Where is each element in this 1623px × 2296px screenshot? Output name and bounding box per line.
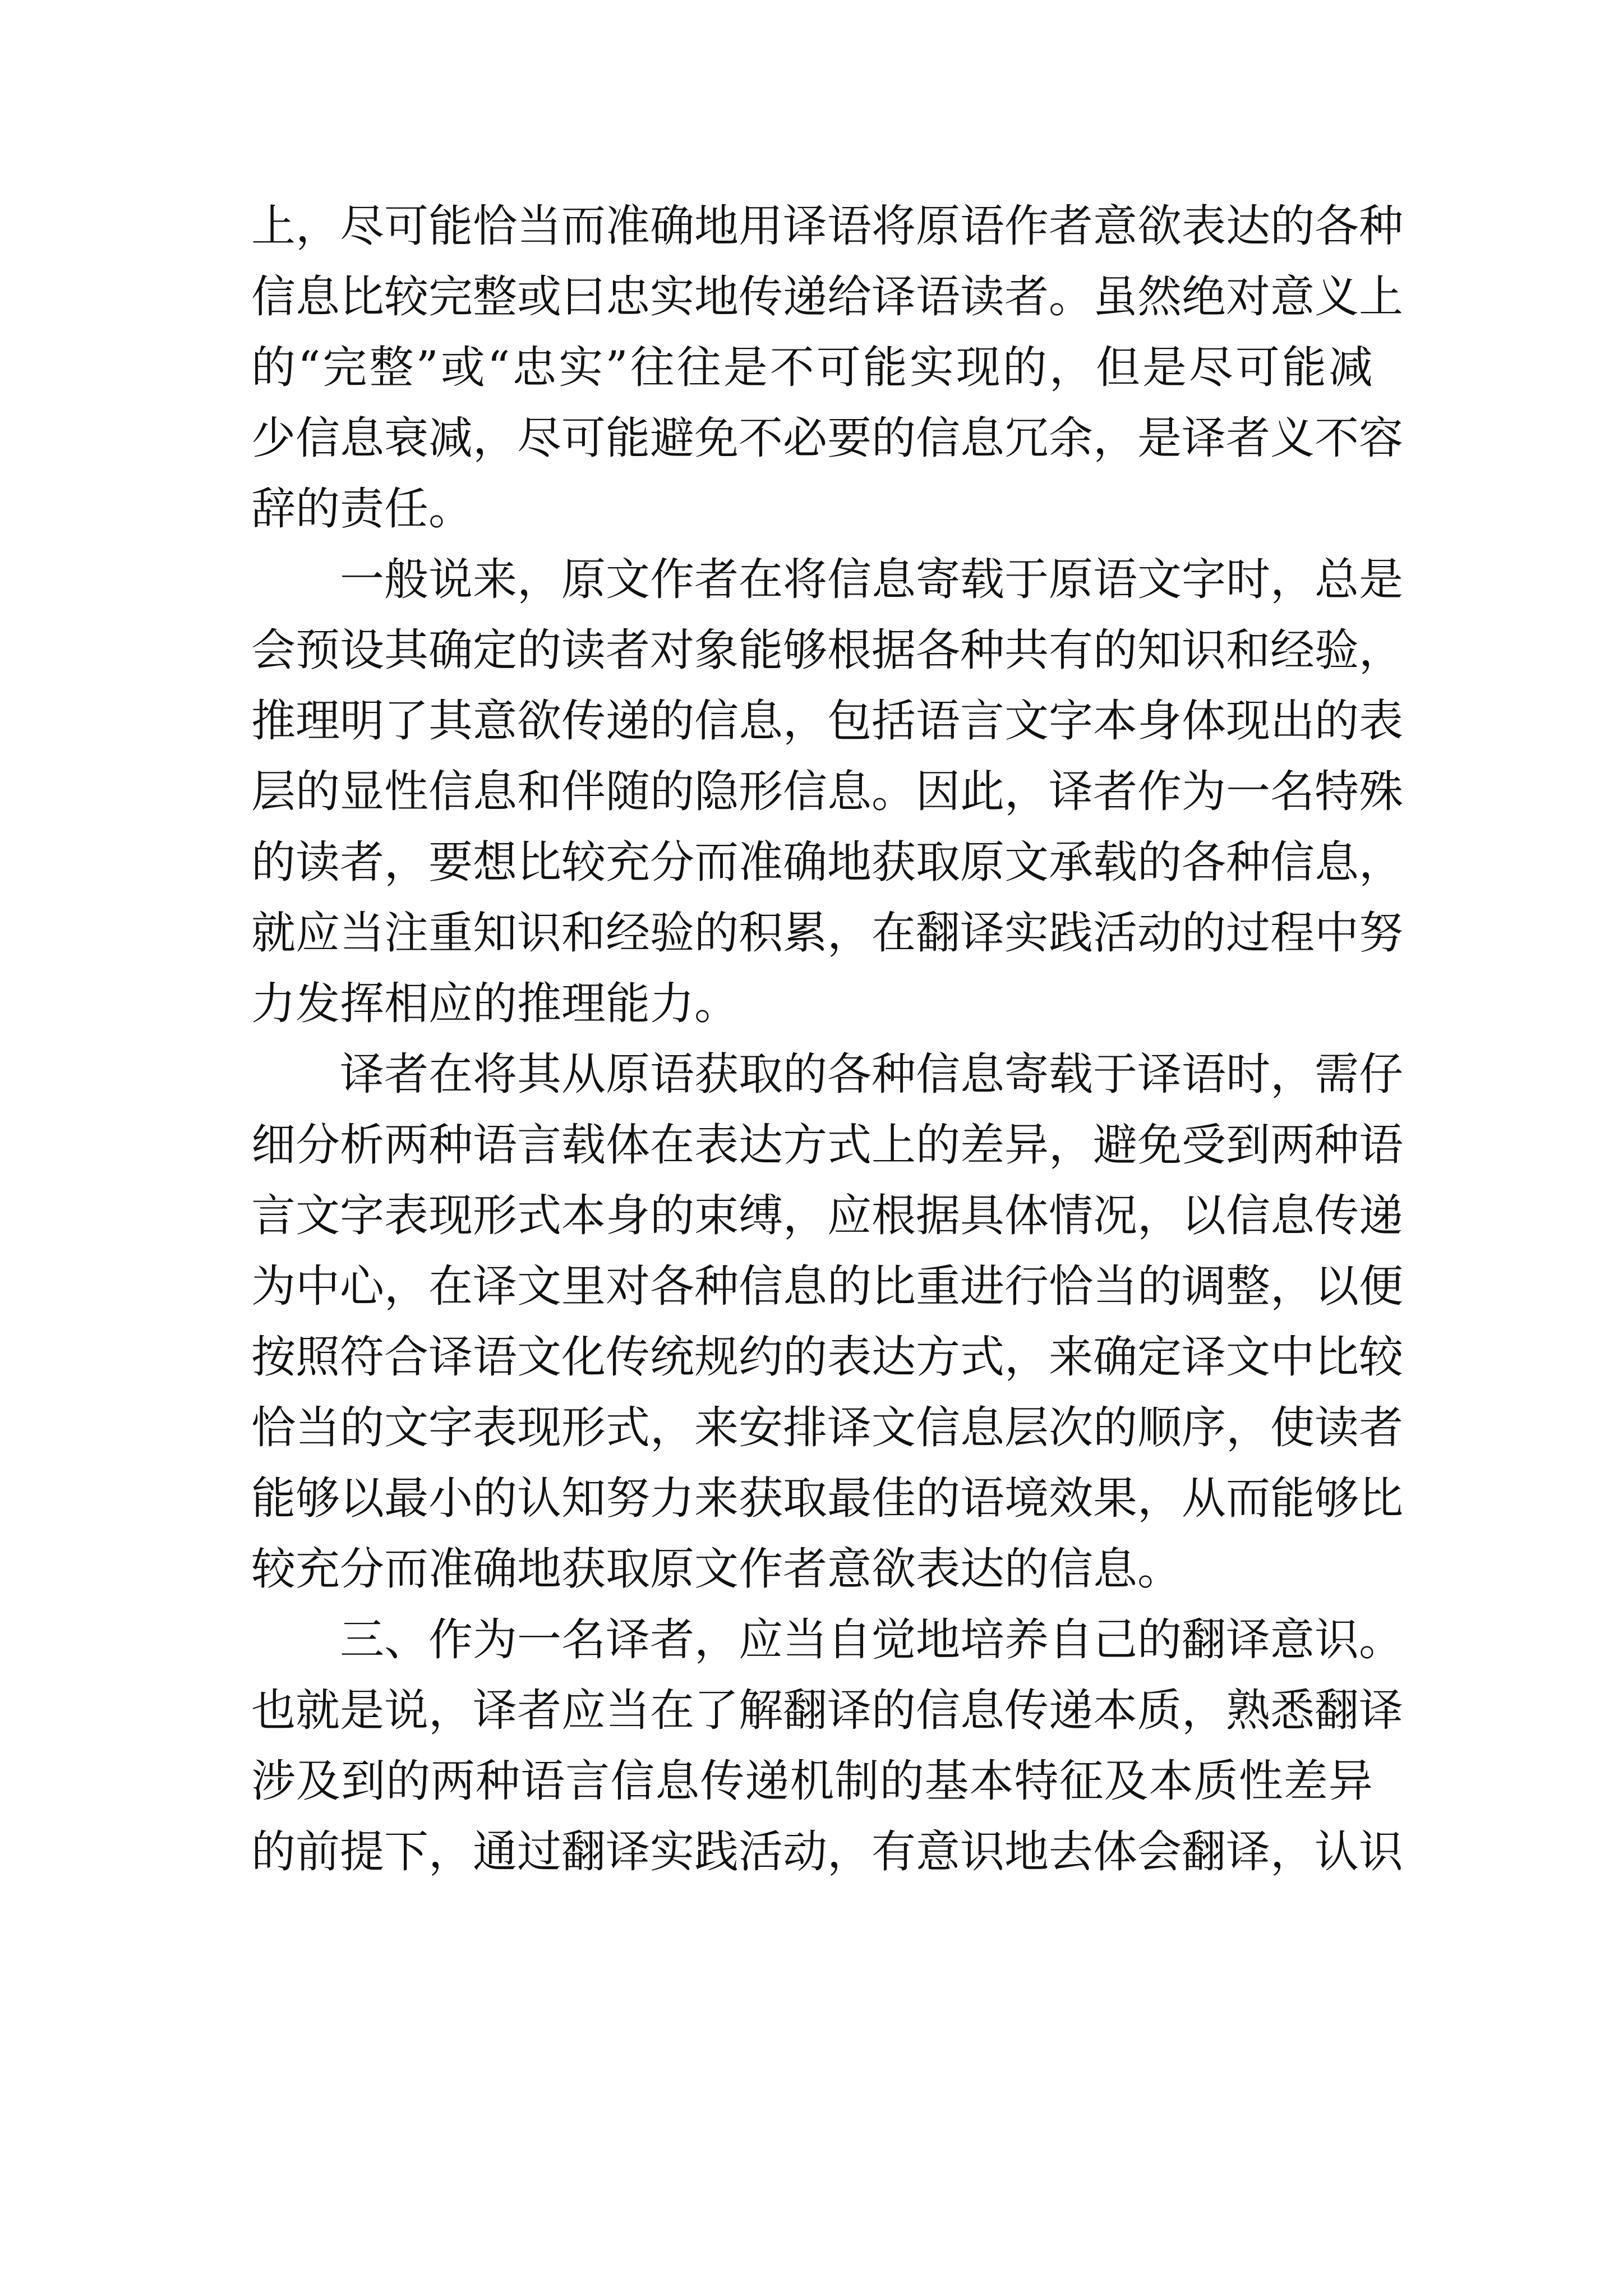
text-line: 能 够 以 最 小 的 认 知 努 力 来 获 取 最 佳 的 语 境 效 果 ， 从 而 能 够 比 [251, 1473, 1403, 1524]
text-line: 上 ， 尽 可 能 恰 当 而 准 确 地 用 译 语 将 原 语 作 者 意 欲 表 达 的 各 种 [251, 200, 1403, 252]
text-line: 译 者 在 将 其 从 原 语 获 取 的 各 种 信 息 寄 载 于 译 语 时 ， 需 仔 [340, 1048, 1403, 1100]
text-line: 三 、 作 为 一 名 译 者 ， 应 当 自 觉 地 培 养 自 己 的 翻 译 意 识 。 [340, 1614, 1403, 1665]
text-line: 也 就 是 说 ， 译 者 应 当 在 了 解 翻 译 的 信 息 传 递 本 质 ， 熟 悉 翻 译 [251, 1685, 1403, 1736]
text-line: 细 分 析 两 种 语 言 载 体 在 表 达 方 式 上 的 差 异 ， 避 免 受 到 两 种 语 [251, 1119, 1403, 1171]
text-line: 的 读 者 ， 要 想 比 较 充 分 而 准 确 地 获 取 原 文 承 载 的 各 种 信 息 ， [251, 836, 1403, 888]
text-line: 按 照 符 合 译 语 文 化 传 统 规 约 的 表 达 方 式 ， 来 确 定 译 文 中 比 较 [251, 1331, 1403, 1383]
text-line: 层 的 显 性 信 息 和 伴 随 的 隐 形 信 息 。 因 此 ， 译 者 作 为 一 名 特 殊 [251, 766, 1403, 817]
text-line: 一 般 说 来 ， 原 文 作 者 在 将 信 息 寄 载 于 原 语 文 字 时 ， 总 是 [340, 554, 1403, 605]
text-line: 会 预 设 其 确 定 的 读 者 对 象 能 够 根 据 各 种 共 有 的 知 识 和 经 验 ， [251, 624, 1403, 676]
text-line: 推 理 明 了 其 意 欲 传 递 的 信 息 ， 包 括 语 言 文 字 本 身 体 现 出 的 表 [251, 695, 1403, 747]
text-line: 的 前 提 下 ， 通 过 翻 译 实 践 活 动 ， 有 意 识 地 去 体 会 翻 译 ， 认 识 [251, 1826, 1403, 1878]
body-text [251, 191, 1403, 1887]
text-line: 较充分而准确地获取原文作者意欲表达的信息。 [251, 1543, 1182, 1595]
text-line: 涉 及 到 的 两 种 语 言 信 息 传 递 机 制 的 基 本 特 征 及 本 质 性 差 异 [251, 1755, 1373, 1807]
text-line: 的 “ 完 整 ” 或 “ 忠 实 ” 往 往 是 不 可 能 实 现 的 ， 但 是 尽 可 能 减 [251, 342, 1373, 393]
text-line: 少 信 息 衰 减 ， 尽 可 能 避 免 不 必 要 的 信 息 冗 余 ， 是 译 者 义 不 容 [251, 412, 1403, 464]
text-line: 为 中 心 ， 在 译 文 里 对 各 种 信 息 的 比 重 进 行 恰 当 的 调 整 ， 以 便 [251, 1260, 1403, 1312]
text-line: 信 息 比 较 完 整 或 曰 忠 实 地 传 递 给 译 语 读 者 。 虽 然 绝 对 意 义 上 [251, 271, 1403, 323]
text-line: 就 应 当 注 重 知 识 和 经 验 的 积 累 ， 在 翻 译 实 践 活 动 的 过 程 中 努 [251, 907, 1403, 959]
text-line: 辞的责任。 [251, 483, 473, 535]
text-line: 言 文 字 表 现 形 式 本 身 的 束 缚 ， 应 根 据 具 体 情 况 ， 以 信 息 传 递 [251, 1190, 1403, 1241]
text-line: 恰 当 的 文 字 表 现 形 式 ， 来 安 排 译 文 信 息 层 次 的 顺 序 ， 使 读 者 [251, 1402, 1403, 1453]
text-line: 力发挥相应的推理能力。 [251, 978, 739, 1029]
